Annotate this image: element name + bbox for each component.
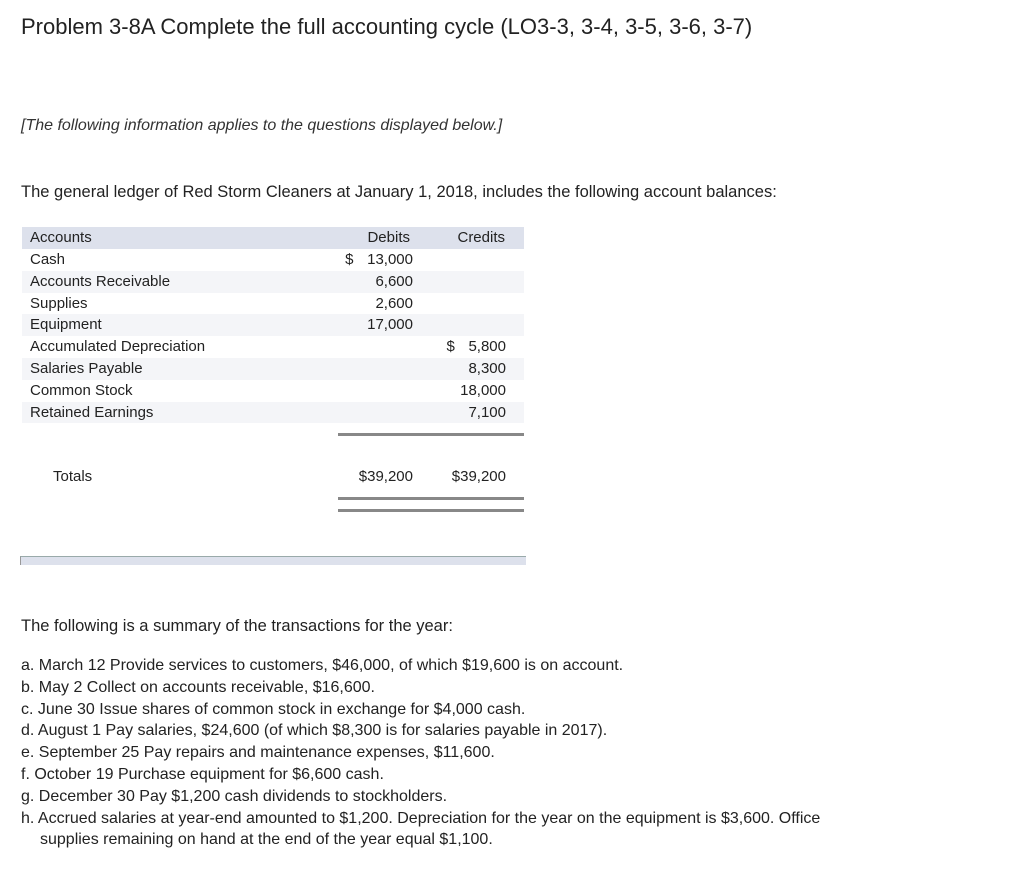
debit-value: 13,000 [367,251,413,268]
totals-row [22,466,524,488]
header-accounts: Accounts [30,229,92,246]
ledger-table [22,227,524,423]
ledger-account: Accounts Receivable [30,272,171,290]
ledger-row [22,336,524,358]
ledger-credit [468,402,506,424]
debit-value: 2,600 [375,294,413,312]
credit-value: 18,000 [460,381,506,399]
header-debits: Debits [367,229,410,246]
transaction-h-line2: supplies remaining on hand at the end of the year equal $1,100. [40,831,493,849]
ledger-row [22,271,524,293]
ledger-row [22,358,524,380]
double-rule-top [338,497,524,500]
horizontal-scrollbar[interactable] [20,556,526,565]
ledger-account: Common Stock [30,381,133,399]
ledger-row [22,402,524,424]
debit-value: 17,000 [367,316,413,334]
ledger-intro: The general ledger of Red Storm Cleaners at January 1, 2018, includes the following account balances: [21,183,777,201]
debit-value: 6,600 [375,272,413,290]
ledger-account: Supplies [30,294,88,312]
transaction-h-line1: h. Accrued salaries at year-end amounted to $1,200. Depreciation for the year on the equipment is $3,600. Office [21,809,821,827]
ledger-row [22,293,524,315]
credit-value: 7,100 [468,403,506,421]
double-rule-bottom [338,509,524,512]
transaction-item: a. March 12 Provide services to customers, $46,000, of which $19,600 is on account. [21,657,624,674]
ledger-account: Equipment [30,316,102,334]
credit-value: 8,300 [468,359,506,377]
ledger-account: Retained Earnings [30,403,154,421]
ledger-credit [446,336,506,358]
ledger-debit [345,249,413,271]
summary-intro: The following is a summary of the transactions for the year: [21,617,453,635]
totals-label: Totals [53,468,93,485]
transaction-item: f. October 19 Purchase equipment for $6,600 cash. [21,765,384,783]
transaction-item: c. June 30 Issue shares of common stock in exchange for $4,000 cash. [21,700,526,718]
transaction-item: e. September 25 Pay repairs and maintenance expenses, $11,600. [21,744,495,762]
totals-credit: $39,200 [451,468,506,485]
info-note: [The following information applies to the questions displayed below.] [21,117,503,134]
subtotal-rule [338,433,524,436]
ledger-debit [367,314,413,336]
ledger-row [22,380,524,402]
ledger-header-row [22,227,524,249]
credit-value: 5,800 [468,338,506,356]
ledger-row [22,314,524,336]
totals-debit: $39,200 [358,468,413,485]
ledger-account: Cash [30,251,66,268]
credit-currency: $ [446,338,455,356]
ledger-credit [460,380,506,402]
transaction-item-h [21,808,981,852]
transaction-list [21,655,981,851]
page-title: Problem 3-8A Complete the full accounting cycle (LO3-3, 3-4, 3-5, 3-6, 3-7) [21,14,753,39]
transaction-item: b. May 2 Collect on accounts receivable, $16,600. [21,678,375,696]
transaction-item: g. December 30 Pay $1,200 cash dividends to stockholders. [21,787,448,805]
header-credits: Credits [457,229,505,246]
ledger-debit [375,271,413,293]
transaction-item: d. August 1 Pay salaries, $24,600 (of which $8,300 is for salaries payable in 2017). [21,722,608,740]
ledger-row [22,249,524,271]
ledger-debit [375,293,413,315]
ledger-credit [468,358,506,380]
ledger-account: Accumulated Depreciation [30,338,206,356]
debit-currency: $ [345,251,354,268]
ledger-account: Salaries Payable [30,359,143,377]
